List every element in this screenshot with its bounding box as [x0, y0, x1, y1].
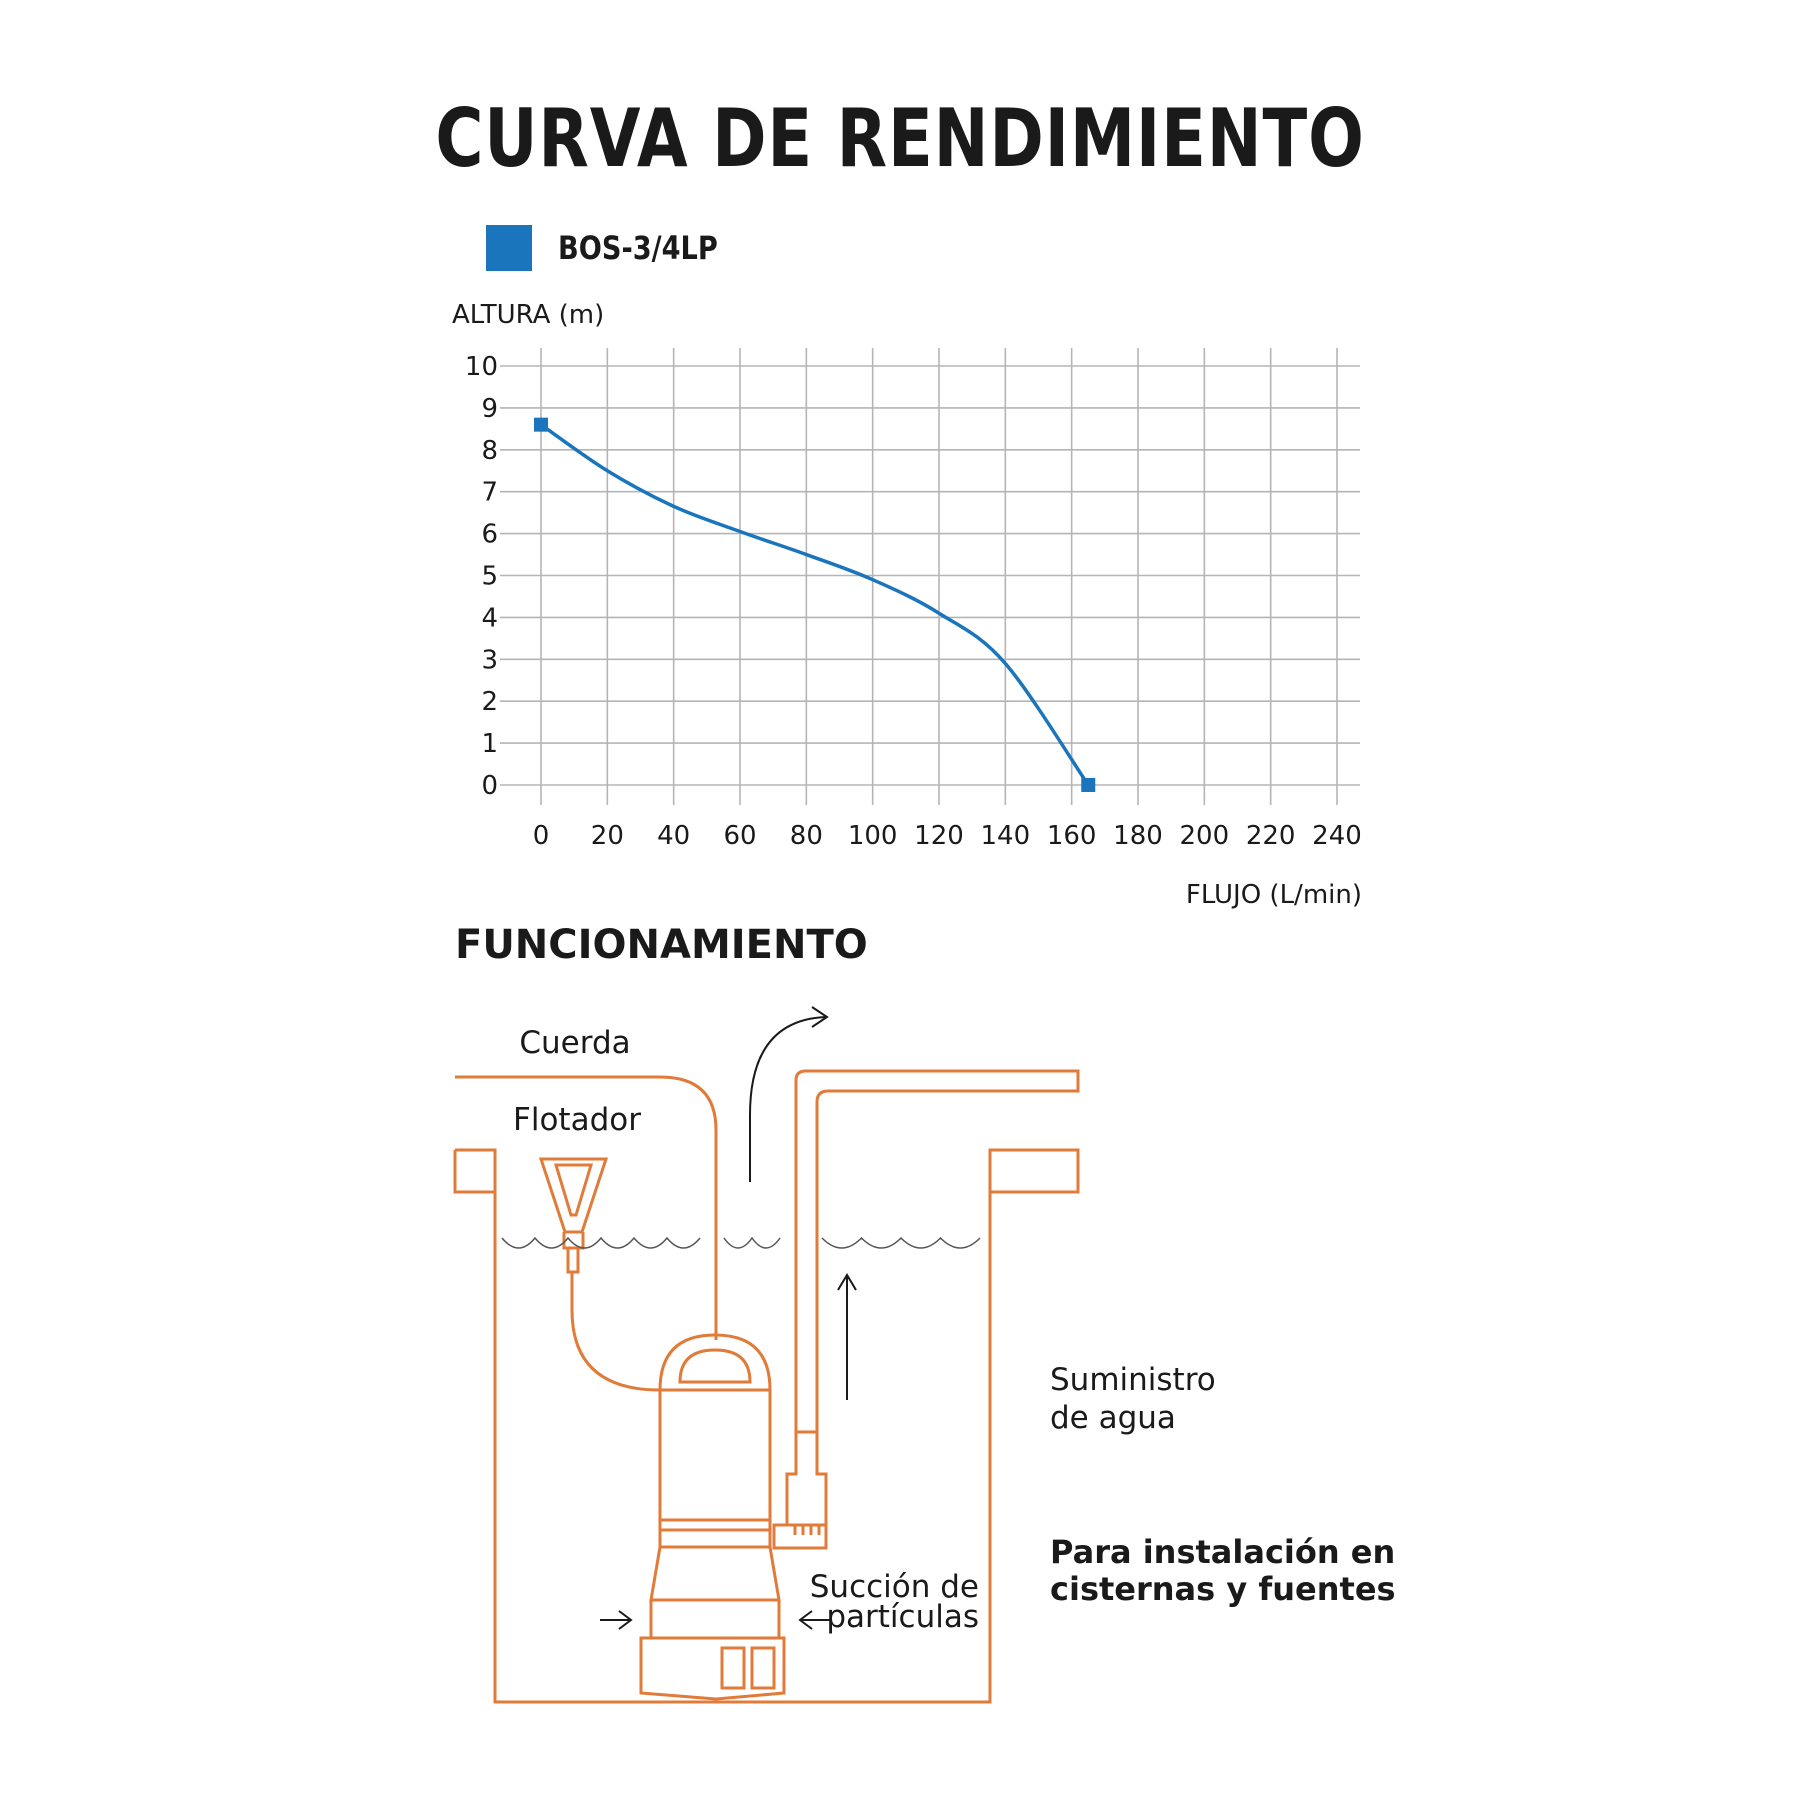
tank-left-ledge: [455, 1150, 495, 1192]
y-tick-label: 3: [481, 645, 498, 676]
x-tick-label: 120: [914, 821, 964, 851]
label-suministro-2: de agua: [1050, 1400, 1176, 1436]
y-tick-label: 7: [481, 477, 498, 508]
x-tick-label: 100: [847, 821, 898, 851]
series-line: [541, 425, 1088, 785]
float-body: [541, 1159, 606, 1232]
series-endpoint-marker: [534, 418, 548, 432]
y-tick-label: 6: [481, 519, 498, 550]
float-cable: [572, 1272, 660, 1390]
label-succion-1: Succión de: [809, 1569, 979, 1605]
pump-band: [660, 1520, 770, 1547]
x-tick-label: 0: [532, 821, 550, 851]
x-tick-labels: [533, 821, 1362, 851]
x-tick-label: 160: [1046, 821, 1097, 851]
y-tick-label: 4: [481, 603, 498, 634]
intake-arrow-left: [600, 1611, 631, 1629]
upflow-arrow: [838, 1275, 856, 1400]
y-tick-label: 8: [481, 435, 498, 466]
y-tick-labels: [465, 352, 498, 801]
label-instalacion-1: Para instalación en: [1050, 1533, 1396, 1571]
x-tick-label: 240: [1312, 821, 1362, 851]
pump-housing: [651, 1600, 779, 1638]
x-tick-label: 80: [789, 821, 823, 851]
pump-intake-grille: [722, 1648, 774, 1688]
float-inner: [556, 1165, 591, 1215]
discharge-pipe: [796, 1071, 1078, 1432]
y-tick-label: 1: [481, 729, 498, 760]
x-tick-label: 140: [980, 821, 1031, 851]
pump-lower: [651, 1547, 779, 1600]
label-succion-2: partículas: [826, 1599, 979, 1635]
y-axis-label: ALTURA (m): [452, 300, 605, 330]
grid: [500, 348, 1360, 805]
series-group: [534, 418, 1095, 792]
x-tick-label: 20: [590, 821, 624, 851]
x-axis-label: FLUJO (L/min): [1185, 880, 1362, 910]
x-tick-label: 60: [723, 821, 757, 851]
tank-outline: [455, 1150, 1078, 1702]
series-endpoint-marker: [1081, 778, 1095, 792]
y-tick-label: 0: [481, 771, 498, 801]
y-tick-label: 2: [481, 687, 498, 718]
pipe-connector: [787, 1432, 826, 1525]
y-tick-label: 10: [464, 352, 498, 382]
performance-chart: [452, 300, 1362, 910]
label-flotador: Flotador: [513, 1102, 641, 1138]
y-tick-label: 5: [481, 561, 498, 592]
x-tick-label: 40: [657, 821, 691, 851]
chart-title: CURVA DE RENDIMIENTO: [435, 92, 1365, 185]
label-instalacion-2: cisternas y fuentes: [1050, 1570, 1396, 1608]
label-cuerda: Cuerda: [519, 1025, 631, 1061]
x-tick-label: 180: [1113, 821, 1163, 851]
y-tick-label: 9: [481, 393, 498, 424]
pump-motor: [660, 1335, 770, 1520]
outflow-arrow: [750, 1017, 826, 1182]
section-title: FUNCIONAMIENTO: [455, 922, 868, 968]
legend-label: BOS-3/4LP: [558, 229, 718, 267]
label-suministro-1: Suministro: [1050, 1362, 1216, 1398]
x-tick-label: 200: [1179, 821, 1230, 851]
diagram-lines: [455, 1071, 1078, 1702]
x-tick-label: 220: [1245, 821, 1296, 851]
float-stem: [568, 1248, 578, 1272]
operation-diagram: [455, 922, 1396, 1702]
pump-handle: [680, 1350, 750, 1382]
